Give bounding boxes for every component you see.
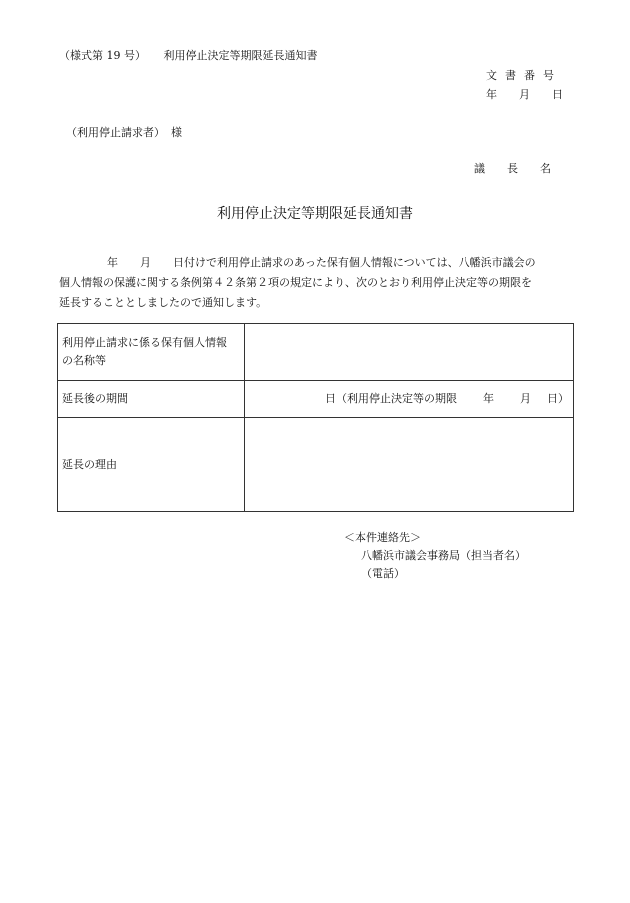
period-day: 日 bbox=[325, 392, 336, 405]
label-line-2: の名称等 bbox=[62, 354, 106, 367]
table-row bbox=[58, 381, 574, 418]
date-year: 年 bbox=[486, 88, 497, 101]
body-line-1-text: 日付けで利用停止請求のあった保有個人情報については、八幡浜市議会の bbox=[173, 256, 536, 269]
sender-part-2: 長 bbox=[507, 162, 518, 175]
period-month: 月 bbox=[520, 392, 531, 405]
addressee-honorific: 様 bbox=[171, 126, 182, 139]
extension-reason-label: 延長の理由 bbox=[58, 418, 245, 512]
info-table bbox=[57, 323, 574, 512]
sender bbox=[474, 163, 551, 174]
contact-phone: （電話） bbox=[361, 567, 405, 580]
body-year: 年 bbox=[107, 256, 118, 269]
extension-reason-value bbox=[245, 418, 574, 512]
date-day: 日 bbox=[552, 88, 563, 101]
personal-info-name-label bbox=[58, 324, 245, 381]
period-deadline-label: （利用停止決定等の期限 bbox=[336, 392, 457, 405]
form-title-small: 利用停止決定等期限延長通知書 bbox=[163, 49, 318, 62]
label-line-1: 利用停止請求に係る保有個人情報 bbox=[62, 336, 227, 349]
body-line-2: 個人情報の保護に関する条例第４２条第２項の規定により、次のとおり利用停止決定等の期限を bbox=[59, 276, 532, 289]
sender-part-1: 議 bbox=[474, 162, 485, 175]
personal-info-name-value bbox=[245, 324, 574, 381]
table-row bbox=[58, 418, 574, 512]
form-number: （様式第 19 号） bbox=[59, 49, 146, 62]
form-number-line bbox=[59, 50, 318, 61]
body-text bbox=[59, 253, 579, 313]
date-month: 月 bbox=[519, 88, 530, 101]
period-close: 日） bbox=[547, 392, 569, 405]
extended-period-label: 延長後の期間 bbox=[58, 381, 245, 418]
contact-office: 八幡浜市議会事務局（担当者名） bbox=[361, 549, 526, 562]
body-line-1 bbox=[59, 253, 579, 273]
contact-heading: ＜本件連絡先＞ bbox=[344, 531, 421, 544]
table-row bbox=[58, 324, 574, 381]
period-year: 年 bbox=[483, 392, 494, 405]
document-number-label: 文書番号 bbox=[486, 69, 562, 82]
sender-part-3: 名 bbox=[540, 162, 551, 175]
body-month: 月 bbox=[140, 256, 151, 269]
addressee bbox=[66, 127, 182, 138]
document-date bbox=[486, 89, 563, 100]
addressee-name: （利用停止請求者） bbox=[66, 126, 165, 139]
extended-period-value bbox=[245, 381, 574, 418]
body-line-3: 延長することとしましたので通知します。 bbox=[59, 296, 268, 309]
document-title: 利用停止決定等期限延長通知書 bbox=[217, 206, 413, 222]
